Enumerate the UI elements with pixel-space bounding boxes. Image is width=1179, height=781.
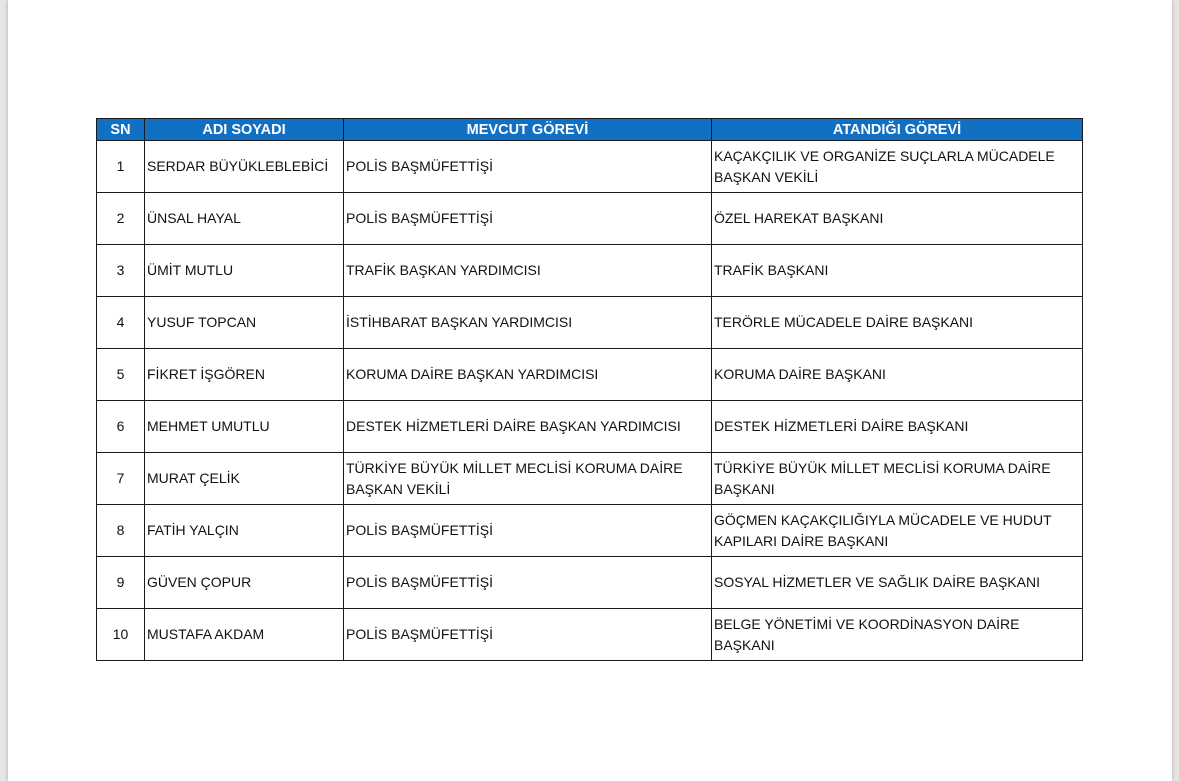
cell-name: MEHMET UMUTLU	[145, 401, 344, 453]
cell-sn: 4	[97, 297, 145, 349]
table-row	[97, 557, 1083, 609]
cell-sn: 2	[97, 193, 145, 245]
cell-current-position: POLİS BAŞMÜFETTİŞİ	[344, 193, 712, 245]
table-row	[97, 609, 1083, 661]
cell-name: ÜMİT MUTLU	[145, 245, 344, 297]
cell-sn: 3	[97, 245, 145, 297]
cell-current-position: POLİS BAŞMÜFETTİŞİ	[344, 609, 712, 661]
cell-name: SERDAR BÜYÜKLEBLEBİCİ	[145, 141, 344, 193]
cell-appointed-position: TRAFİK BAŞKANI	[712, 245, 1083, 297]
cell-sn: 1	[97, 141, 145, 193]
table-row	[97, 505, 1083, 557]
cell-current-position: POLİS BAŞMÜFETTİŞİ	[344, 505, 712, 557]
cell-name: FİKRET İŞGÖREN	[145, 349, 344, 401]
header-sn: SN	[97, 119, 145, 141]
table-row	[97, 141, 1083, 193]
table-row	[97, 245, 1083, 297]
cell-appointed-position: DESTEK HİZMETLERİ DAİRE BAŞKANI	[712, 401, 1083, 453]
cell-name: ÜNSAL HAYAL	[145, 193, 344, 245]
header-current-position: MEVCUT GÖREVİ	[344, 119, 712, 141]
cell-current-position: İSTİHBARAT BAŞKAN YARDIMCISI	[344, 297, 712, 349]
cell-name: YUSUF TOPCAN	[145, 297, 344, 349]
cell-sn: 6	[97, 401, 145, 453]
table-row	[97, 193, 1083, 245]
table-row	[97, 401, 1083, 453]
header-appointed-position: ATANDIĞI GÖREVİ	[712, 119, 1083, 141]
cell-appointed-position: KAÇAKÇILIK VE ORGANİZE SUÇLARLA MÜCADELE BAŞKAN VEKİLİ	[712, 141, 1083, 193]
document-page	[8, 0, 1172, 781]
cell-appointed-position: KORUMA DAİRE BAŞKANI	[712, 349, 1083, 401]
cell-sn: 9	[97, 557, 145, 609]
cell-appointed-position: TÜRKİYE BÜYÜK MİLLET MECLİSİ KORUMA DAİRE BAŞKANI	[712, 453, 1083, 505]
table-row	[97, 453, 1083, 505]
cell-name: MUSTAFA AKDAM	[145, 609, 344, 661]
cell-appointed-position: BELGE YÖNETİMİ VE KOORDİNASYON DAİRE BAŞKANI	[712, 609, 1083, 661]
cell-appointed-position: ÖZEL HAREKAT BAŞKANI	[712, 193, 1083, 245]
header-name: ADI SOYADI	[145, 119, 344, 141]
cell-sn: 10	[97, 609, 145, 661]
cell-name: GÜVEN ÇOPUR	[145, 557, 344, 609]
cell-current-position: TÜRKİYE BÜYÜK MİLLET MECLİSİ KORUMA DAİRE BAŞKAN VEKİLİ	[344, 453, 712, 505]
appointments-table	[96, 118, 1083, 661]
cell-sn: 5	[97, 349, 145, 401]
cell-name: MURAT ÇELİK	[145, 453, 344, 505]
cell-appointed-position: SOSYAL HİZMETLER VE SAĞLIK DAİRE BAŞKANI	[712, 557, 1083, 609]
cell-name: FATİH YALÇIN	[145, 505, 344, 557]
cell-current-position: POLİS BAŞMÜFETTİŞİ	[344, 557, 712, 609]
cell-current-position: DESTEK HİZMETLERİ DAİRE BAŞKAN YARDIMCISI	[344, 401, 712, 453]
cell-appointed-position: GÖÇMEN KAÇAKÇILIĞIYLA MÜCADELE VE HUDUT KAPILARI DAİRE BAŞKANI	[712, 505, 1083, 557]
cell-sn: 7	[97, 453, 145, 505]
cell-current-position: KORUMA DAİRE BAŞKAN YARDIMCISI	[344, 349, 712, 401]
table-row	[97, 349, 1083, 401]
cell-current-position: POLİS BAŞMÜFETTİŞİ	[344, 141, 712, 193]
table-header-row	[97, 119, 1083, 141]
table-row	[97, 297, 1083, 349]
cell-sn: 8	[97, 505, 145, 557]
cell-appointed-position: TERÖRLE MÜCADELE DAİRE BAŞKANI	[712, 297, 1083, 349]
cell-current-position: TRAFİK BAŞKAN YARDIMCISI	[344, 245, 712, 297]
